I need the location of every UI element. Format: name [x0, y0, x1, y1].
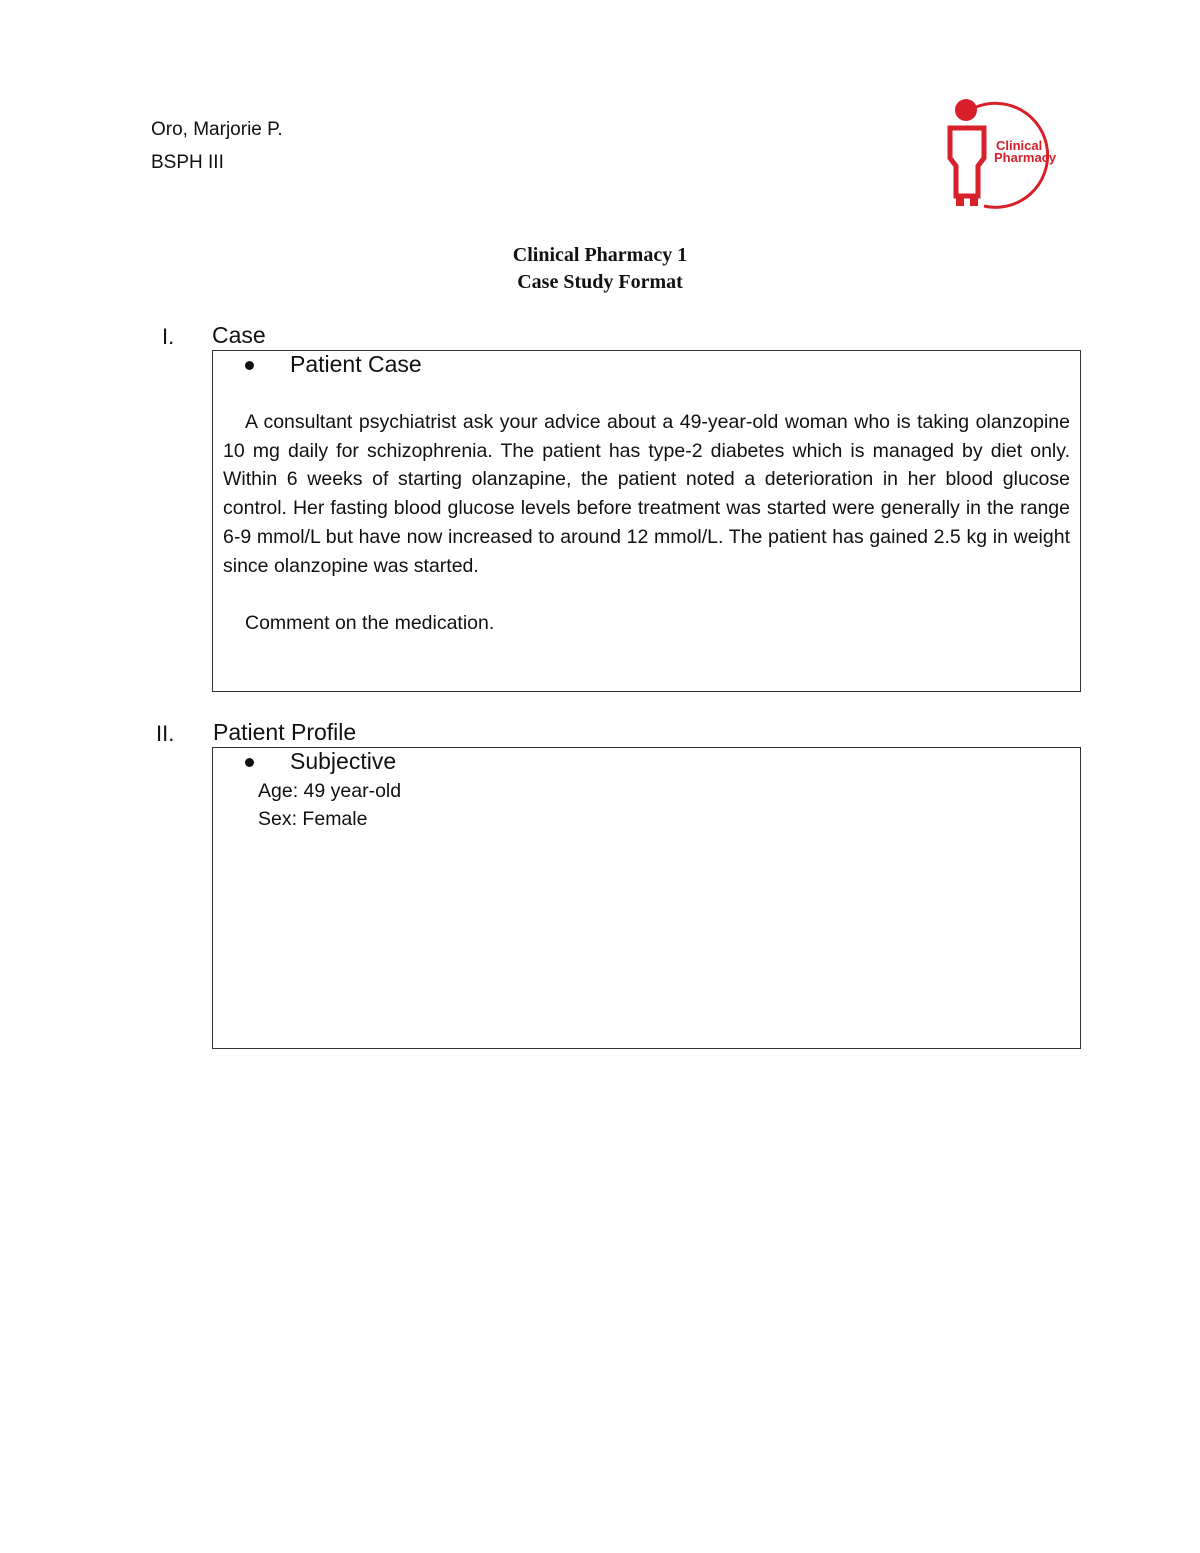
clinical-pharmacy-logo: [944, 98, 1064, 210]
patient-profile-box: [212, 747, 1081, 1049]
bullet-label: Patient Case: [290, 351, 422, 377]
sex-field: Sex: Female: [258, 808, 368, 830]
case-box: [212, 350, 1081, 692]
svg-text:Clinical: Clinical: [996, 138, 1043, 153]
bullet-item: [245, 351, 422, 378]
student-program: BSPH III: [151, 152, 224, 173]
section-number: I.: [162, 324, 175, 349]
bullet-label: Subjective: [290, 748, 397, 774]
student-name: Oro, Marjorie P.: [151, 119, 283, 140]
document-subtitle: Case Study Format: [517, 271, 683, 293]
bullet-item: [245, 748, 396, 775]
bullet-icon: [245, 758, 254, 767]
bullet-icon: [245, 361, 254, 370]
age-field: Age: 49 year-old: [258, 780, 402, 802]
case-instruction: Comment on the medication.: [245, 612, 495, 634]
section-title: Patient Profile: [213, 719, 357, 745]
section-title: Case: [212, 322, 266, 348]
section-number: II.: [156, 721, 175, 746]
svg-text:Pharmacy: Pharmacy: [994, 150, 1057, 165]
case-paragraph: A consultant psychiatrist ask your advice about a 49-year-old woman who is taking olanzopine 10 mg daily for schizophrenia. The patient has type-2 diabetes which is managed by diet only. Within 6 weeks of starting olanzapine, the patient noted a deterioration in her blood glucose control. Her fasting blood glucose levels before treatment was started were generally in the range 6-9 mmol/L but have now increased to around 12 mmol/L. The patient has gained 2.5 kg in weight since olanzopine was started.: [223, 411, 1070, 577]
document-title: Clinical Pharmacy 1: [512, 244, 688, 266]
